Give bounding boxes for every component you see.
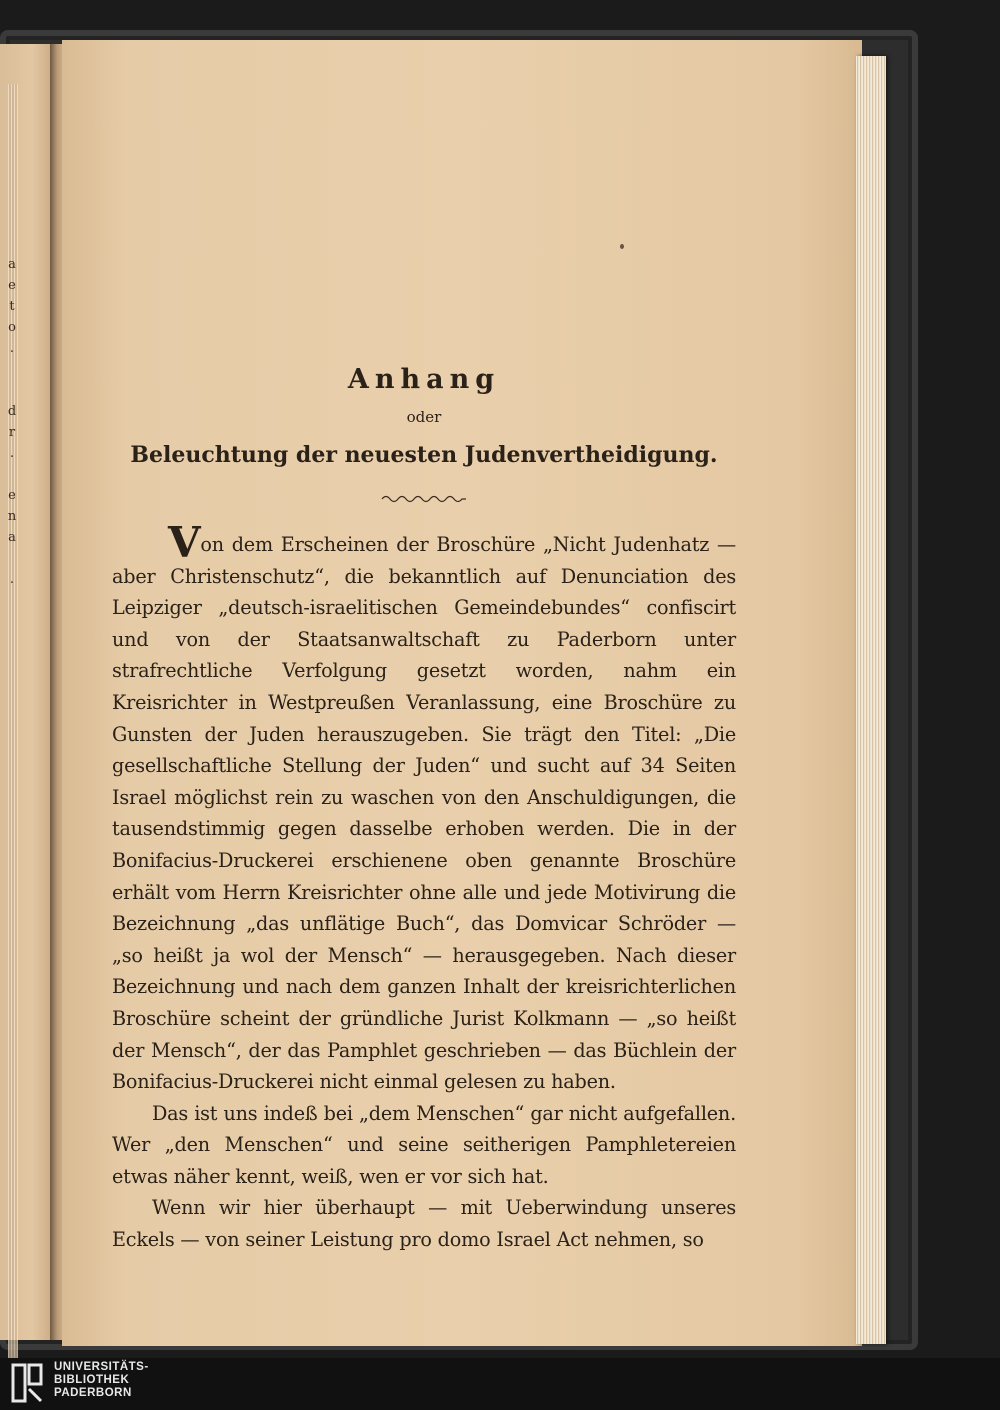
left-glyph: .: [9, 341, 15, 356]
left-glyph: [4, 380, 20, 401]
left-glyph: a: [8, 257, 16, 272]
left-glyph: n: [7, 509, 17, 524]
page-subtitle: Beleuchtung der neuesten Judenvertheidigung.: [130, 442, 718, 468]
library-logo-text: [54, 1361, 254, 1400]
left-glyph: [4, 464, 20, 485]
paragraph-text: on dem Erscheinen der Broschüre „Nicht Judenhatz — aber Christenschutz“, die bekanntlich auf Denunciation des Leipziger „deutsch-israelitischen Gemeindebundes“ confiscirt und von der Staatsanwaltschaft zu Paderborn unter strafrechtliche Verfolgung gesetzt worden, nahm ein Kreisrichter in Westpreußen Veranlassung, eine Broschüre zu Gunsten der Juden herauszugeben. Sie trägt den Titel: „Die gesellschaftliche Stellung der Juden“ und sucht auf 34 Seiten Israel möglichst rein zu waschen von den Anschuldigungen, die tausendstimmig gegen dasselbe erhoben werden. Die in der Bonifacius-Druckerei erschienene oben genannte Broschüre erhält vom Herrn Kreisrichter ohne alle und jede Motivirung die Bezeichnung „das unflätige Buch“, das Domvicar Schröder — „so heißt ja wol der Mensch“ — herausgegeben. Nach dieser Bezeichnung und nach dem ganzen Inhalt der kreisrichterlichen Broschüre scheint der gründliche Jurist Kolkmann — „so heißt der Mensch“, der das Pamphlet geschrieben — das Büchlein der Bonifacius-Druckerei nicht einmal gelesen zu haben.: [112, 533, 736, 1094]
library-logo-icon: [10, 1362, 44, 1404]
heading-connector: oder: [406, 408, 442, 426]
body-paragraph: [112, 518, 736, 1098]
logo-line: BIBLIOTHEK: [54, 1374, 130, 1386]
left-glyph: d: [7, 404, 17, 419]
left-glyph: [4, 359, 20, 380]
body-paragraph: Das ist uns indeß bei „dem Menschen“ gar nicht aufgefallen. Wer „den Menschen“ und seine seitherigen Pamphletereien etwas näher kennt, weiß, wen er vor sich hat.: [112, 1101, 736, 1188]
left-glyph: .: [9, 572, 15, 587]
paper-speck: [620, 244, 624, 249]
left-glyph: e: [8, 278, 16, 293]
left-glyph: .: [9, 446, 15, 461]
left-glyph: a: [8, 530, 16, 545]
drop-cap: V: [168, 518, 201, 567]
left-glyph: t: [9, 299, 15, 314]
left-page-text-fragments: [4, 254, 20, 611]
left-page: [0, 44, 54, 1340]
page-heading: Anhang: [347, 364, 501, 395]
left-glyph: r: [8, 425, 16, 440]
left-glyph: [4, 590, 20, 611]
logo-line: UNIVERSITÄTS-: [54, 1361, 149, 1373]
left-glyph: [4, 548, 20, 569]
page-edges: [856, 56, 886, 1344]
body-paragraph: Wenn wir hier überhaupt — mit Ueberwindung unseres Eckels — von seiner Leistung pro domo Israel Act nehmen, so: [112, 1196, 736, 1252]
page-content: [112, 360, 736, 1256]
logo-line: PADERBORN: [54, 1387, 132, 1399]
left-glyph: e: [8, 488, 16, 503]
wavy-rule-ornament: [380, 492, 468, 506]
left-glyph: o: [8, 320, 16, 335]
